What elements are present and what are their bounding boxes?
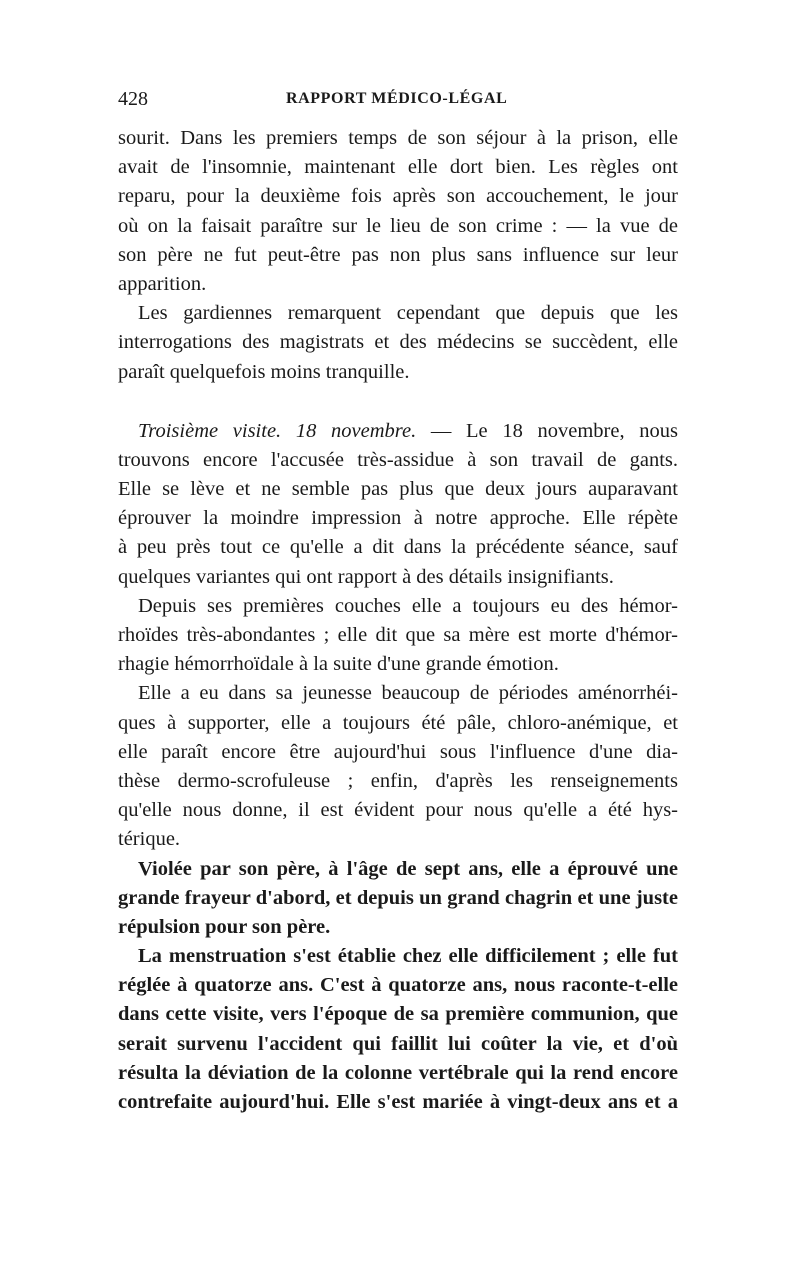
text-line: contrefaite aujourd'hui. Elle s'est mariée à vingt-deux ans et a: [118, 1091, 678, 1113]
running-head: [118, 88, 678, 114]
section-gap: [118, 387, 678, 417]
visit-heading: Troisième visite. 18 novembre.: [138, 419, 417, 442]
text-line: Depuis ses premières couches elle a toujours eu des hémor-: [138, 594, 678, 617]
text-line: interrogations des magistrats et des médecins se succèdent, elle: [118, 331, 678, 354]
text-line: Violée par son père, à l'âge de sept ans, elle a éprouvé une: [138, 857, 678, 880]
text-line: quelques variantes qui ont rapport à des détails insignifiants.: [118, 565, 614, 588]
body-text: [118, 124, 678, 1117]
text-line: thèse dermo-scrofuleuse ; enfin, d'après les renseignements: [118, 769, 678, 792]
text-line: éprouver la moindre impression à notre approche. Elle répète: [118, 507, 678, 530]
paragraph: [118, 124, 678, 299]
paragraph: [118, 592, 678, 680]
text-line: Elle se lève et ne semble pas plus que deux jours auparavant: [118, 478, 678, 501]
paragraph: [118, 417, 678, 592]
text-line: réglée à quatorze ans. C'est à quatorze ans, nous raconte-t-elle: [118, 974, 678, 997]
text-line: trouvons encore l'accusée très-assidue à son travail de gants.: [118, 448, 678, 471]
running-title: RAPPORT MÉDICO-LÉGAL: [286, 90, 508, 107]
text-line: qu'elle nous donne, il est évident pour nous qu'elle a été hys-: [118, 799, 678, 822]
text-line: Elle a eu dans sa jeunesse beaucoup de périodes aménorrhéi-: [138, 682, 678, 705]
text-line: elle paraît encore être aujourd'hui sous l'influence d'une dia-: [118, 740, 678, 763]
text-line: paraît quelquefois moins tranquille.: [118, 360, 410, 383]
text-line: résulta la déviation de la colonne vertébrale qui la rend encore: [118, 1061, 678, 1084]
paragraph: [118, 942, 678, 1117]
paragraph: [118, 679, 678, 854]
text-line: rhagie hémorrhoïdale à la suite d'une grande émotion.: [118, 653, 559, 676]
text-line: ques à supporter, elle a toujours été pâle, chloro-anémique, et: [118, 711, 678, 734]
text-line: apparition.: [118, 272, 207, 295]
text-line: sourit. Dans les premiers temps de son séjour à la prison, elle: [118, 127, 678, 149]
text-line: avait de l'insomnie, maintenant elle dort bien. Les règles ont: [118, 156, 678, 179]
text-line: son père ne fut peut-être pas non plus sans influence sur leur: [118, 243, 678, 266]
text-line: où on la faisait paraître sur le lieu de son crime : — la vue de: [118, 214, 678, 237]
paragraph: [118, 299, 678, 387]
paragraph: [118, 855, 678, 943]
page-number: 428: [118, 88, 148, 110]
text-line: Les gardiennes remarquent cependant que depuis que les: [138, 302, 678, 325]
visit-heading-line: [118, 417, 678, 446]
text-line: répulsion pour son père.: [118, 915, 331, 938]
visit-heading-text: — Le 18 novembre, nous: [416, 419, 678, 442]
text-line: à peu près tout ce qu'elle a dit dans la précédente séance, sauf: [118, 536, 678, 559]
text-line: térique.: [118, 828, 181, 851]
text-line: La menstruation s'est établie chez elle difficilement ; elle fut: [138, 945, 678, 968]
text-line: serait survenu l'accident qui faillit lui coûter la vie, et d'où: [118, 1032, 678, 1055]
text-line: rhoïdes très-abondantes ; elle dit que sa mère est morte d'hémor-: [118, 624, 678, 646]
text-line: reparu, pour la deuxième fois après son accouchement, le jour: [118, 185, 678, 208]
text-line: dans cette visite, vers l'époque de sa première communion, que: [118, 1003, 678, 1026]
text-line: grande frayeur d'abord, et depuis un grand chagrin et une juste: [118, 886, 678, 909]
